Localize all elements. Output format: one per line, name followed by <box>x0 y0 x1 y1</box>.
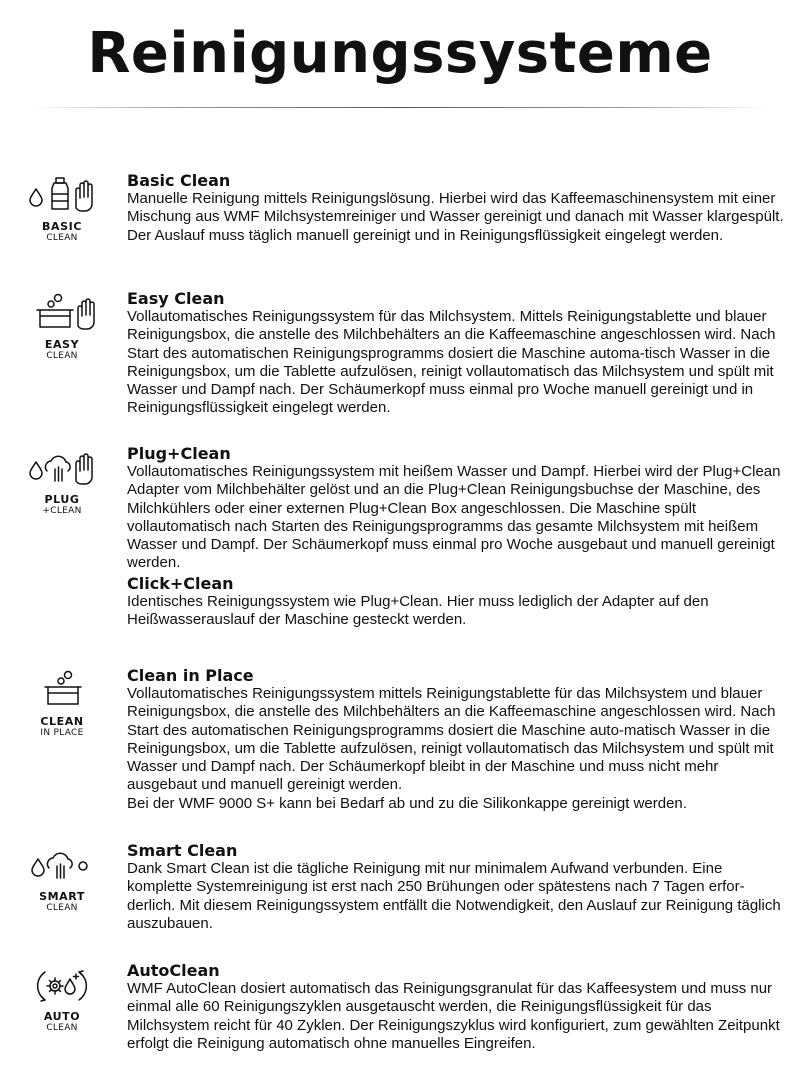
autoclean-icon <box>23 964 101 1006</box>
section-subbody: Identisches Reinigungssystem wie Plug+Clean. Hier muss lediglich der Adapter auf den Heißwasserauslauf der Maschine gesteckt werden. <box>127 592 709 629</box>
smart-clean-text <box>127 842 787 933</box>
basic-clean-badge <box>20 174 104 243</box>
basic-clean-text <box>127 172 787 245</box>
plug-clean-text <box>127 445 787 629</box>
section-title: Smart Clean <box>127 841 238 860</box>
clean-in-place-badge <box>20 669 104 738</box>
clean-in-place-icon <box>23 669 101 711</box>
section-body: Vollautomatisches Reinigungssystem mittels Reinigungstablette für das Milchsystem und blauer Reinigungsbox, die anstelle des Milchbehälters an die Kaffeemaschine angeschlossen wird. Nach Start des automatischen Reinigungsprogramms dosiert die Maschine auto-matisch Wasser in die Reinigungsbox, um die Tablette aufzulösen, reinigt vollautomatisch das Milchsystem und spült mit Wasser und Dampf nach. Der Schäumerkopf bleibt in der Maschine und muss nicht mehr ausgebaut und manuell gereinigt werden. <box>127 685 776 794</box>
clean-in-place-text <box>127 667 787 813</box>
steam-cloud-icon <box>45 456 70 481</box>
bubbles-icon <box>48 295 62 308</box>
drop-icon <box>30 462 42 479</box>
section-title: Plug+Clean <box>127 444 231 463</box>
cleaning-box-icon <box>45 687 81 704</box>
section-extra: Bei der WMF 9000 S+ kann bei Bedarf ab und zu die Silikonkappe gereinigt werden. <box>127 794 687 812</box>
badge-main-label: BASIC <box>42 220 82 233</box>
section-subtitle: Click+Clean <box>127 573 234 593</box>
sparkle-drop-icon <box>65 974 79 994</box>
drop-icon <box>32 859 44 876</box>
bubbles-icon <box>58 672 72 685</box>
badge-sub-label: +CLEAN <box>42 506 82 516</box>
badge-main-label: AUTO <box>43 1010 81 1023</box>
autoclean-badge <box>20 964 104 1033</box>
hand-icon <box>76 181 92 211</box>
badge-sub-label: CLEAN <box>46 233 78 243</box>
hand-icon <box>78 299 94 329</box>
section-body: Manuelle Reinigung mittels Reinigungslösung. Hierbei wird das Kaffeemaschinensystem mit einer Mischung aus WMF Milchsystemreiniger und Wasser gereinigt und danach mit Wasser klargespült. Der Auslauf muss täglich manuell gereinigt und in Reinigungsflüssigkeit eingelegt werden. <box>127 190 784 244</box>
drop-icon <box>30 189 42 206</box>
easy-clean-text <box>127 290 787 418</box>
section-body: WMF AutoClean dosiert automatisch das Reinigungsgranulat für das Kaffeesystem und muss nur einmal alle 60 Reinigungszyklen ausgetauscht werden, die Reinigungsflüssigkeit für das Milchsystem reicht für 40 Zyklen. Der Reinigungszyklus wird konfiguriert, zum gewählten Zeitpunkt erfolgt die Reinigung automatisch ohne manuelles Eingreifen. <box>127 980 780 1052</box>
easy-clean-icon <box>23 292 101 334</box>
steam-cloud-icon <box>47 853 72 878</box>
cleaning-box-icon <box>37 310 73 327</box>
section-title: Basic Clean <box>127 171 231 190</box>
plug-clean-icon <box>23 447 101 489</box>
badge-sub-label: IN PLACE <box>40 728 84 738</box>
circle-icon <box>79 862 87 870</box>
badge-main-label: EASY <box>44 338 80 351</box>
gear-icon <box>47 978 63 994</box>
badge-main-label: CLEAN <box>40 715 84 728</box>
section-title: AutoClean <box>127 961 220 980</box>
bottle-icon <box>52 178 68 209</box>
smart-clean-icon <box>23 844 101 886</box>
smart-clean-badge <box>20 844 104 913</box>
hand-icon <box>76 454 92 484</box>
easy-clean-badge <box>20 292 104 361</box>
section-body: Vollautomatisches Reinigungssystem mit heißem Wasser und Dampf. Hierbei wird der Plug+Clean Adapter vom Milchbehälter gelöst und an die Plug+Clean Reinigungsbuchse der Maschine, des Milchkühlers oder einer externen Plug+Clean Box angeschlossen. Die Maschine spült vollautomatisch nach Starten des Reinigungsprogramms das gesamte Milchsystem mit heißem Wasser und Dampf. Der Schäumerkopf muss einmal pro Woche ausgebaut und manuell gereinigt werden. <box>127 463 781 572</box>
plug-clean-badge <box>20 447 104 516</box>
title-divider <box>30 107 770 108</box>
badge-sub-label: CLEAN <box>46 1023 78 1033</box>
page-title: Reinigungssysteme <box>87 21 713 86</box>
badge-sub-label: CLEAN <box>46 351 78 361</box>
badge-main-label: SMART <box>39 890 85 903</box>
badge-main-label: PLUG <box>44 493 80 506</box>
basic-clean-icon <box>23 174 101 216</box>
badge-sub-label: CLEAN <box>46 903 78 913</box>
section-body: Dank Smart Clean ist die tägliche Reinigung mit nur minimalem Aufwand verbunden. Eine komplette Systemreinigung ist erst nach 250 Brühungen oder spätestens nach 7 Tagen erfor-derlich. Mit diesem Reinigungssystem entfällt die Notwendigkeit, den Auslauf zur Reinigung täglich auszubauen. <box>127 860 781 932</box>
section-body: Vollautomatisches Reinigungssystem für das Milchsystem. Mittels Reinigungstablette und blauer Reinigungsbox, die anstelle des Milchbehälters an die Kaffeemaschine angeschlossen wird. Nach Start des automatischen Reinigungsprogramms dosiert die Maschine automa-tisch Wasser in die Reinigungsbox, um die Tablette aufzulösen, reinigt vollautomatisch das Milchsystem und spült mit Wasser und Dampf nach. Der Schäumerkopf muss einmal pro Woche manuell gereinigt und in Reinigungsflüssigkeit eingelegt werden. <box>127 308 776 417</box>
section-title: Clean in Place <box>127 666 254 685</box>
autoclean-text <box>127 962 787 1053</box>
section-title: Easy Clean <box>127 289 225 308</box>
